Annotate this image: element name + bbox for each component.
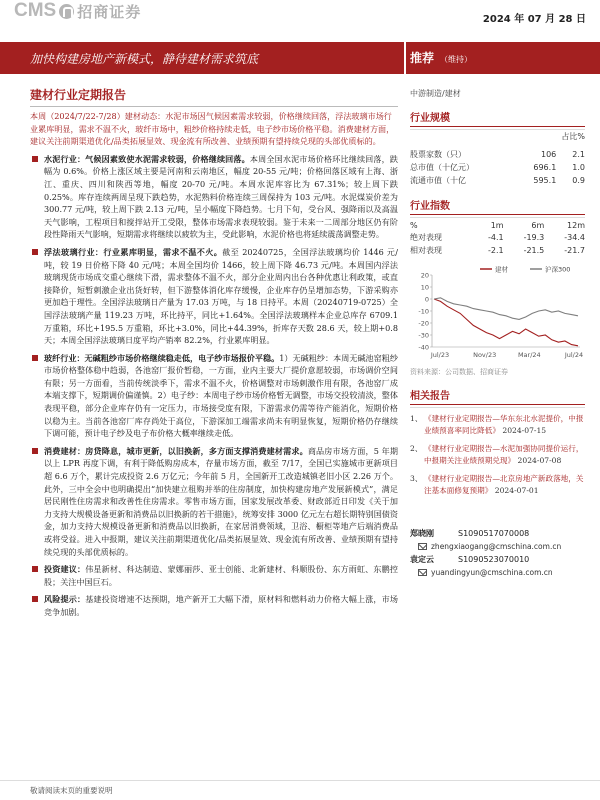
related-section-title: 相关报告	[410, 387, 585, 405]
related-reports	[410, 413, 585, 496]
analyst-email-row	[410, 542, 585, 551]
paragraph-text: 截至 20240725，全国浮法玻璃均价 1446 元/吨，较 19 日价格下降 40 元/吨；本周全国均价 1466，较上周下降 46.73 元/吨。本周国内浮法玻璃现货市场成交重心继续下滑，需求整体不温不火，部分企业周内出台各种优惠让利政策，或直接降价，短暂刺激企业出货好转，但下游整体消化库存缓慢，企业库存仍呈增加态势，下游采购亦更加趋于理性。全国浮法玻璃日产量为 17.03 万吨，与 18 日持平。本周（20240719-0725）全国浮法玻璃产量 119.23 万吨，环比持平，同比+1.64%。全国浮法玻璃样本企业总库存 6709.1 万重箱，环比+195.5 万重箱，环比+3.0%，同比+44.39%，折库存天数 28.6 天，较上期+0.8 天；本周全国浮法玻璃日度平均产销率 82.2%，行业累库明显。	[44, 246, 398, 346]
divider	[30, 106, 398, 107]
paragraph-lead: 水泥行业：气候因素致使水泥需求较弱，价格继续回落。	[44, 153, 250, 164]
item-number: 2、	[410, 444, 423, 453]
table-row	[410, 174, 585, 187]
company-logo	[14, 2, 141, 20]
table-row	[410, 148, 585, 161]
legend-label: 建材	[495, 265, 508, 274]
analyst-row	[410, 528, 585, 539]
series-line-building-materials	[434, 299, 578, 346]
cell-value: -19.3	[523, 233, 545, 242]
index-chart	[410, 261, 585, 365]
cell-value: -34.4	[564, 233, 585, 242]
paragraph-consumer-materials	[30, 445, 398, 558]
item-number: 3、	[410, 474, 423, 483]
report-date: 2024 年 07 月 28 日	[482, 14, 586, 25]
mail-icon	[418, 543, 427, 550]
paragraph-risk	[30, 593, 398, 618]
bullet-icon	[32, 566, 38, 572]
paragraph-text: 1）无碱粗纱：本周无碱池窑粗纱市场价格整体稳中趋弱，各池窑厂报价暂稳，一方面，业内主要大厂提价意愿较弱，市场调价空间有限；另一方面看，当前传统淡季下，需求不温不火，价格调整对市场刺激作用有限，各池窑厂成本端支撑下，短期调价偏谨慎。2）电子纱：本周电子纱市场价格暂无调整，市场交投较清淡，整体表现平稳，部分企业库存仍有一定压力，市场接受度有限，下游需求仍需等待产能消化，短期价格以稳为主。当前各池窑厂库存尚处于高位，下游深加工端需求尚未有明显恢复，短期价格仍存继续下调可能，预计电子纱及电子布价格大概率继续走低。	[44, 352, 398, 439]
paragraph-lead: 消费建材：房贷降息，城市更新，以旧换新，多方面支撑消费建材需求。	[44, 445, 308, 456]
rating-label: 推荐	[410, 51, 435, 65]
legend-label: 沪深300	[545, 265, 571, 274]
report-link[interactable]: 《建材行业定期报告—水泥加强协同提价运行，中报期关注业绩预期兑现》	[424, 444, 584, 465]
title-band	[0, 42, 600, 74]
scale-header: 占比%	[561, 132, 585, 141]
sidebar	[410, 80, 585, 503]
bullet-icon	[32, 596, 38, 602]
report-date: 2024-07-15	[502, 425, 547, 435]
analyst-block	[410, 528, 585, 580]
x-tick-label: Jul/24	[564, 351, 584, 359]
table-row	[410, 161, 585, 174]
table-row	[410, 231, 585, 244]
report-link[interactable]: 《建材行业定期报告—华东东北水泥提价，中报业绩预喜率同比降低》	[424, 414, 584, 435]
table-row	[410, 244, 585, 257]
y-tick-label: 0	[424, 295, 429, 304]
logo-text-en: CMS	[14, 0, 57, 21]
related-report-item[interactable]	[410, 473, 585, 496]
x-tick-label: Mar/24	[517, 351, 541, 359]
paragraph-lead: 投资建议：	[44, 564, 86, 575]
paragraph-fiberglass	[30, 352, 398, 440]
index-chart-svg	[410, 261, 585, 365]
email-text[interactable]: yuandingyun@cmschina.com.cn	[431, 568, 553, 577]
cell-value: -4.1	[487, 233, 504, 242]
analyst-row	[410, 554, 585, 565]
rating-sub: （维持）	[440, 55, 473, 64]
cell-label: 绝对表现	[410, 233, 442, 242]
y-tick-label: 20	[420, 271, 429, 280]
report-type: 建材行业定期报告	[30, 88, 127, 102]
bullet-icon	[32, 249, 38, 255]
cell-pct: 1.0	[572, 163, 585, 172]
main-content	[30, 110, 398, 619]
footer-divider	[0, 780, 600, 781]
y-tick-label: -20	[418, 319, 429, 328]
x-tick-label: Jul/23	[430, 351, 450, 359]
cell-value: -21.7	[564, 246, 585, 255]
chart-source: 资料来源：公司数据、招商证券	[410, 368, 508, 376]
report-date: 2024-07-01	[494, 485, 539, 495]
cell-value: 595.1	[533, 176, 557, 185]
paragraph-text: 商品房市场方面，5 年期以上 LPR 再度下调，有利于降低购房成本，存量市场方面，截至 7/17，全国已实施城市更新项目超 6.6 万个，累计完成投资 2.6 万亿元；今年前 5 月，全国新开工改造城镇老旧小区 2.26 万个。此外，三中全会中也明确提出“加快建立租购并举的住房制度，加快构建房地产发展新模式”，满足居民刚性住房需求和改善性住房需求。零售市场方面，国家发展改革委、财政部近日印发《关于加力支持大规模设备更新和消费品以旧换新的若干措施》，统筹安排 3000 亿元左右超长期特别国债资金，加力支持大规模设备更新和消费品以旧换新，在家居消费领域，卫浴、橱柜等地产后端消费品或将受益。进入中报期，建议关注前期渠道优化/品类拓展显效、现金流有所改善、业绩预期有望持续兑现的头部优质标的。	[44, 445, 398, 557]
y-tick-label: -10	[418, 307, 429, 316]
y-tick-label: -40	[418, 343, 429, 352]
report-link[interactable]: 《建材行业定期报告—北京房地产新政落地，关注基本面修复预期》	[424, 474, 584, 495]
cell-value: -2.1	[487, 246, 504, 255]
analyst-email[interactable]	[418, 542, 561, 551]
cell-value: 696.1	[533, 163, 557, 172]
cell-label: 总市值（十亿元）	[410, 163, 474, 172]
paragraph-text: 伟星新材、科达制造、蒙娜丽莎、亚士创能、北新建材、科顺股份、东方雨虹、东鹏控股；关注中国巨石。	[44, 564, 398, 587]
mail-icon	[418, 569, 427, 576]
report-date: 2024-07-08	[517, 455, 562, 465]
paragraph-glass	[30, 246, 398, 347]
header-cell: 12m	[567, 221, 585, 230]
paragraph-lead: 玻纤行业：无碱粗纱市场价格继续稳走低，电子纱市场报价平稳。	[44, 352, 280, 363]
cell-label: 流通市值（十亿	[410, 176, 466, 185]
paragraph-text: 基建投资增速不达预期，地产新开工大幅下滑，原材料和燃料动力价格大幅上涨，市场竞争加剧。	[44, 594, 398, 617]
cell-pct: 2.1	[572, 150, 585, 159]
y-tick-label: -30	[418, 331, 429, 340]
header-cell: 1m	[490, 221, 504, 230]
paragraph-investment	[30, 563, 398, 588]
footer-note: 敬请阅读末页的重要说明	[30, 786, 113, 795]
related-report-item[interactable]	[410, 443, 585, 466]
x-tick-label: Nov/23	[473, 351, 497, 359]
email-text[interactable]: zhengxiaogang@cmschina.com.cn	[431, 542, 562, 551]
cell-value: 106	[541, 150, 557, 159]
report-title: 加快构建房地产新模式，静待建材需求筑底	[30, 52, 259, 66]
cell-label: 股票家数（只）	[410, 150, 466, 159]
bullet-icon	[32, 156, 38, 162]
table-header-row	[410, 220, 585, 231]
series-line-csi300	[434, 298, 578, 320]
analyst-email[interactable]	[418, 568, 553, 577]
related-report-item[interactable]	[410, 413, 585, 436]
paragraph-lead: 风险提示：	[44, 594, 86, 605]
analyst-name: 袁定云	[410, 554, 434, 564]
paragraph-text: 本周全国水泥市场价格环比继续回落，跌幅为 0.6%。价格上涨区域主要是河南和云南地区，幅度 20-55 元/吨；价格回落区域有上海、浙江、重庆、四川和陕西等地，幅度 20-70 元/吨。本周水泥库容比为 67.31%；较上周下跌 0.25%。库存连续两周呈现下跌趋势，水泥熟料价格连续三周保持为 103 元/吨。水泥煤炭价差为 300.77 元/吨，较上周下跌 2.13 元/吨，呈小幅度下降趋势。七月下旬，受台风、强降雨以及高温天气影响，工程项目和搅拌站开工受限，整体市场需求表现较弱。鉴于未来一二周部分地区仍有阶段性降雨天气影响，短期需求将继续以疲软为主，受此影响，水泥价格也将延续震荡调整走势。	[44, 153, 398, 240]
header-cell: 6m	[531, 221, 545, 230]
scale-section-title: 行业规模	[410, 109, 585, 127]
logo-seal-icon	[59, 4, 74, 19]
index-table	[410, 220, 585, 257]
scale-table	[410, 148, 585, 187]
cell-value: -21.5	[523, 246, 545, 255]
analyst-id: S1090517070008	[458, 529, 530, 538]
bullet-icon	[32, 355, 38, 361]
analyst-name: 郑晓刚	[410, 528, 434, 538]
cell-pct: 0.9	[572, 176, 585, 185]
logo-text-cn: 招商证券	[77, 2, 142, 21]
header-cell: %	[410, 221, 418, 230]
band-divider	[404, 42, 406, 74]
analyst-id: S1090523070010	[458, 555, 530, 564]
page-header	[0, 0, 600, 40]
cell-label: 相对表现	[410, 246, 442, 255]
rating	[410, 49, 472, 66]
y-tick-label: 10	[420, 283, 429, 292]
paragraph-cement	[30, 153, 398, 241]
bullet-icon	[32, 448, 38, 454]
summary-paragraph: 本周（2024/7/22-7/28）建材动态：水泥市场因气候因素需求较弱，价格继续回落，浮法玻璃市场行业累库明显，需求不温不火，玻纤市场中，粗纱价格持续走低，电子纱市场价格平稳。消费建材方面，建议关注前期渠道优化/品类拓展显效、现金流有所改善、业绩预期有望持续兑现的头部优质标的。	[30, 111, 395, 147]
item-number: 1、	[410, 414, 423, 423]
index-section-title: 行业指数	[410, 197, 585, 215]
analyst-email-row	[410, 568, 585, 577]
paragraph-lead: 浮法玻璃行业：行业累库明显，需求不温不火。	[44, 246, 223, 257]
industry-category: 中游制造/建材	[410, 89, 461, 98]
